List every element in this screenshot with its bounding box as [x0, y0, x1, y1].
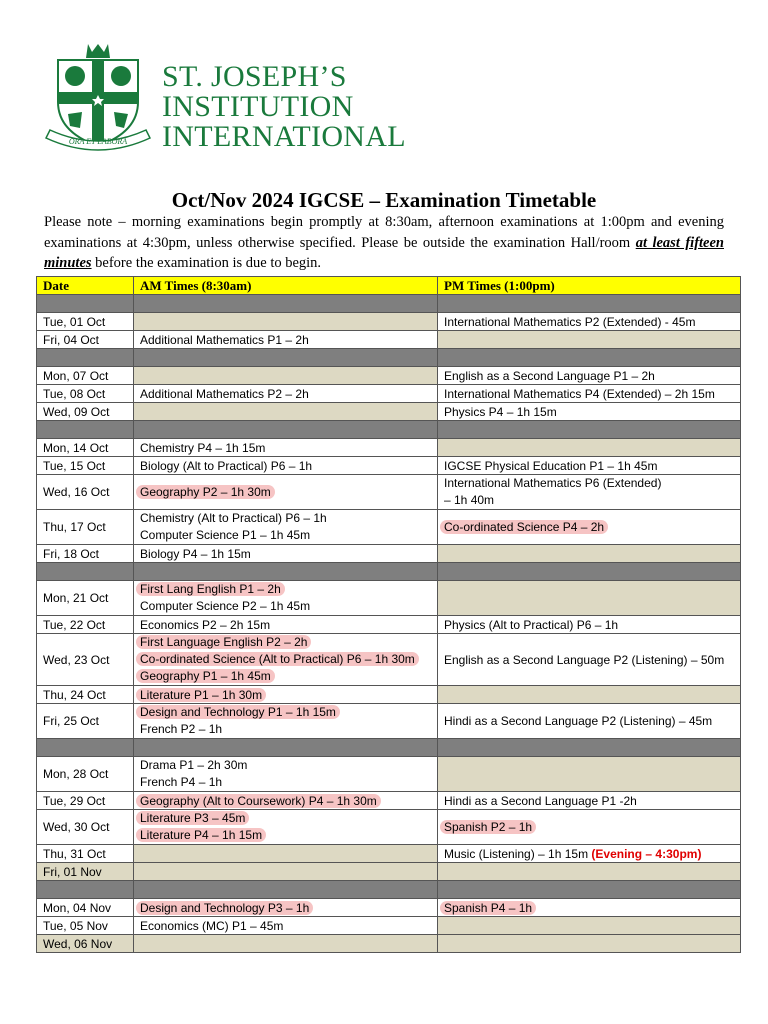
am-cell — [134, 899, 438, 917]
table-row — [37, 935, 741, 953]
am-cell — [134, 475, 438, 510]
date-cell: Thu, 24 Oct — [37, 686, 134, 704]
pm-cell — [438, 845, 741, 863]
highlighted-exam: Co-ordinated Science P4 – 2h — [440, 520, 608, 534]
am-cell: Economics P2 – 2h 15m — [134, 616, 438, 634]
date-cell: Wed, 23 Oct — [37, 634, 134, 686]
exam-line: International Mathematics P6 (Extended) — [444, 476, 662, 490]
date-cell: Wed, 06 Nov — [37, 935, 134, 953]
table-row — [37, 439, 741, 457]
highlighted-exam: Spanish P4 – 1h — [440, 901, 536, 915]
note-text-2: before the examination is due to begin. — [91, 255, 322, 271]
week-separator — [37, 563, 741, 581]
instructions-note — [44, 212, 724, 274]
pm-cell — [438, 757, 741, 792]
school-crest-logo — [40, 40, 156, 156]
exam-text: Music (Listening) – 1h 15m — [444, 846, 592, 861]
table-row — [37, 792, 741, 810]
date-cell: Mon, 14 Oct — [37, 439, 134, 457]
am-cell: Biology (Alt to Practical) P6 – 1h — [134, 457, 438, 475]
exam-line: Chemistry (Alt to Practical) P6 – 1h — [140, 511, 327, 525]
pm-cell — [438, 686, 741, 704]
pm-cell — [438, 917, 741, 935]
week-separator — [37, 295, 741, 313]
highlighted-exam: Geography (Alt to Coursework) P4 – 1h 30m — [136, 794, 381, 808]
date-cell: Wed, 30 Oct — [37, 810, 134, 845]
table-row — [37, 616, 741, 634]
highlighted-exam: Geography P1 – 1h 45m — [136, 669, 275, 683]
date-cell: Tue, 29 Oct — [37, 792, 134, 810]
table-row — [37, 757, 741, 792]
table-row — [37, 367, 741, 385]
table-header-row — [37, 277, 741, 295]
am-cell: Biology P4 – 1h 15m — [134, 545, 438, 563]
am-cell — [134, 634, 438, 686]
week-separator — [37, 881, 741, 899]
exam-line: Computer Science P2 – 1h 45m — [140, 599, 311, 613]
table-row — [37, 845, 741, 863]
pm-cell: International Mathematics P4 (Extended) – 2h 15m — [438, 385, 741, 403]
am-cell — [134, 367, 438, 385]
highlighted-exam: Design and Technology P1 – 1h 15m — [136, 705, 340, 719]
table-row — [37, 581, 741, 616]
header-am: AM Times (8:30am) — [134, 277, 438, 295]
school-name-line2: INSTITUTION — [162, 90, 354, 123]
pm-cell — [438, 899, 741, 917]
table-row — [37, 385, 741, 403]
am-cell — [134, 581, 438, 616]
am-cell — [134, 810, 438, 845]
date-cell: Fri, 01 Nov — [37, 863, 134, 881]
highlighted-exam: Co-ordinated Science (Alt to Practical) P6 – 1h 30m — [136, 652, 419, 666]
date-cell: Fri, 25 Oct — [37, 704, 134, 739]
date-cell: Tue, 08 Oct — [37, 385, 134, 403]
pm-cell — [438, 510, 741, 545]
table-row — [37, 899, 741, 917]
am-cell: Economics (MC) P1 – 45m — [134, 917, 438, 935]
highlighted-exam: Geography P2 – 1h 30m — [136, 485, 275, 499]
date-cell: Fri, 04 Oct — [37, 331, 134, 349]
date-cell: Thu, 17 Oct — [37, 510, 134, 545]
am-cell — [134, 935, 438, 953]
highlighted-exam: Spanish P2 – 1h — [440, 820, 536, 834]
date-cell: Mon, 21 Oct — [37, 581, 134, 616]
date-cell: Tue, 05 Nov — [37, 917, 134, 935]
pm-cell — [438, 439, 741, 457]
date-cell: Tue, 15 Oct — [37, 457, 134, 475]
school-name-line3: INTERNATIONAL — [162, 120, 406, 153]
am-cell — [134, 403, 438, 421]
table-row — [37, 863, 741, 881]
exam-timetable — [36, 276, 741, 953]
table-row — [37, 634, 741, 686]
pm-cell: IGCSE Physical Education P1 – 1h 45m — [438, 457, 741, 475]
am-cell: Chemistry P4 – 1h 15m — [134, 439, 438, 457]
pm-cell — [438, 935, 741, 953]
header-date: Date — [37, 277, 134, 295]
am-cell — [134, 845, 438, 863]
highlighted-exam: Literature P3 – 45m — [136, 811, 249, 825]
pm-cell — [438, 331, 741, 349]
am-cell: Additional Mathematics P2 – 2h — [134, 385, 438, 403]
exam-line: – 1h 40m — [444, 493, 495, 507]
am-cell — [134, 510, 438, 545]
note-emphasis: at least fifteen minutes — [44, 234, 724, 271]
pm-cell — [438, 581, 741, 616]
am-cell — [134, 686, 438, 704]
header-pm: PM Times (1:00pm) — [438, 277, 741, 295]
highlighted-exam: First Lang English P1 – 2h — [136, 582, 285, 596]
date-cell: Mon, 07 Oct — [37, 367, 134, 385]
pm-cell — [438, 545, 741, 563]
week-separator — [37, 739, 741, 757]
table-row — [37, 686, 741, 704]
am-cell — [134, 863, 438, 881]
school-name — [162, 62, 406, 152]
date-cell: Fri, 18 Oct — [37, 545, 134, 563]
exam-line: French P2 – 1h — [140, 722, 223, 736]
am-cell — [134, 704, 438, 739]
week-separator — [37, 421, 741, 439]
table-row — [37, 510, 741, 545]
date-cell: Wed, 09 Oct — [37, 403, 134, 421]
note-text-1: Please note – morning examinations begin promptly at 8:30am, afternoon examinations at 1:00pm and evening examinations at 4:30pm, unless otherwise specified. Please be outside the examination Hall/room — [44, 214, 724, 251]
highlighted-exam: Literature P4 – 1h 15m — [136, 828, 266, 842]
am-cell — [134, 757, 438, 792]
pm-cell — [438, 810, 741, 845]
school-name-line1: ST. JOSEPH’S — [162, 60, 347, 93]
date-cell: Mon, 04 Nov — [37, 899, 134, 917]
week-separator — [37, 349, 741, 367]
am-cell — [134, 313, 438, 331]
pm-cell: International Mathematics P2 (Extended) - 45m — [438, 313, 741, 331]
table-row — [37, 917, 741, 935]
crest-motto: ORA ET LABORA — [68, 137, 128, 146]
pm-cell — [438, 863, 741, 881]
exam-line: Drama P1 – 2h 30m — [140, 758, 248, 772]
table-row — [37, 545, 741, 563]
table-row — [37, 403, 741, 421]
am-cell — [134, 792, 438, 810]
pm-cell: Hindi as a Second Language P2 (Listening) – 45m — [438, 704, 741, 739]
date-cell: Tue, 01 Oct — [37, 313, 134, 331]
highlighted-exam: Design and Technology P3 – 1h — [136, 901, 313, 915]
pm-cell: English as a Second Language P2 (Listening) – 50m — [438, 634, 741, 686]
table-row — [37, 475, 741, 510]
pm-cell: Physics (Alt to Practical) P6 – 1h — [438, 616, 741, 634]
evening-note: (Evening – 4:30pm) — [591, 846, 702, 861]
pm-cell: Physics P4 – 1h 15m — [438, 403, 741, 421]
pm-cell: Hindi as a Second Language P1 -2h — [438, 792, 741, 810]
table-row — [37, 313, 741, 331]
page-title: Oct/Nov 2024 IGCSE – Examination Timetable — [171, 188, 597, 212]
date-cell: Mon, 28 Oct — [37, 757, 134, 792]
highlighted-exam: Literature P1 – 1h 30m — [136, 688, 266, 702]
date-cell: Tue, 22 Oct — [37, 616, 134, 634]
table-row — [37, 704, 741, 739]
am-cell: Additional Mathematics P1 – 2h — [134, 331, 438, 349]
highlighted-exam: First Language English P2 – 2h — [136, 635, 311, 649]
table-row — [37, 331, 741, 349]
date-cell: Wed, 16 Oct — [37, 475, 134, 510]
pm-cell: English as a Second Language P1 – 2h — [438, 367, 741, 385]
table-row — [37, 457, 741, 475]
exam-line: Computer Science P1 – 1h 45m — [140, 528, 311, 542]
date-cell: Thu, 31 Oct — [37, 845, 134, 863]
table-row — [37, 810, 741, 845]
exam-line: French P4 – 1h — [140, 775, 223, 789]
pm-cell — [438, 475, 741, 510]
